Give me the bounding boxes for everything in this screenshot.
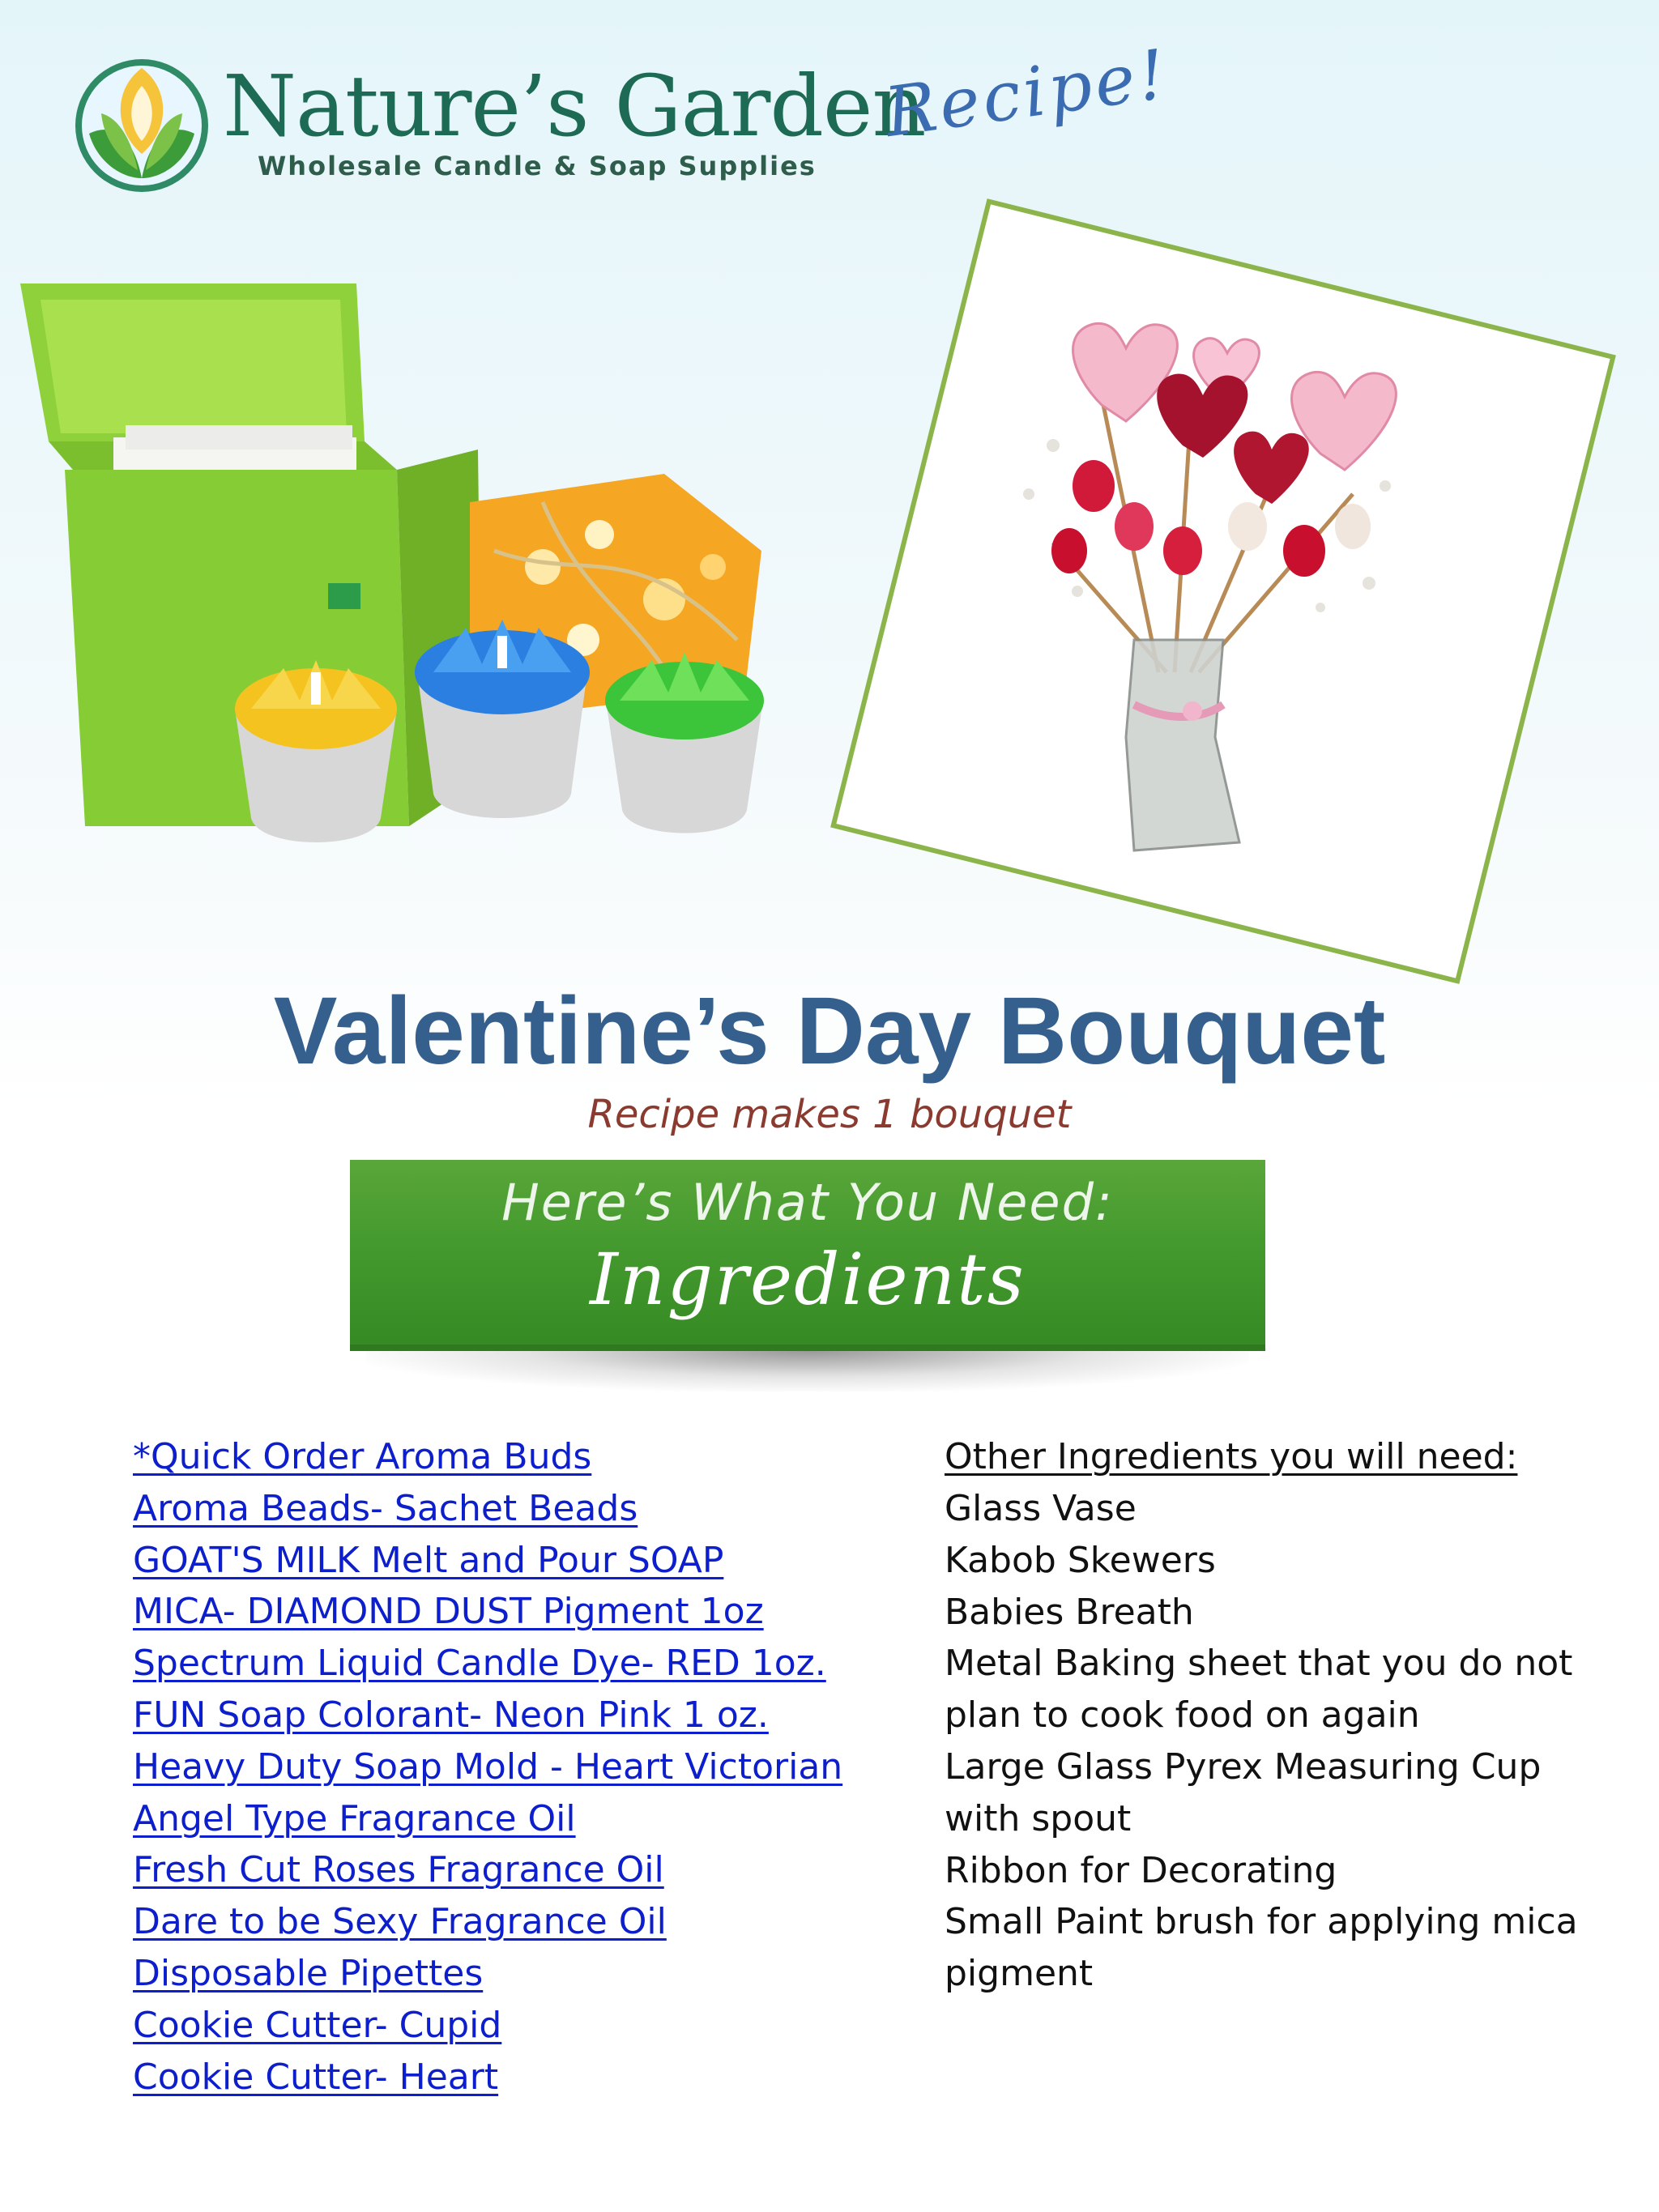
other-ingredient-item: Kabob Skewers (945, 1539, 1216, 1581)
ingredient-item (133, 2052, 842, 2103)
recipe-yield: Recipe makes 1 bouquet (587, 1092, 1072, 1137)
heart-soaps (1073, 323, 1397, 504)
ingredient-item (133, 1896, 842, 1948)
ingredient-item (133, 1948, 842, 2000)
ingredient-link-angel-fragrance[interactable]: Angel Type Fragrance Oil (133, 1797, 576, 1839)
banner-heading: Here’s What You Need: (501, 1173, 1114, 1232)
ingredient-link-goats-milk-soap[interactable]: GOAT'S MILK Melt and Pour SOAP (133, 1539, 724, 1581)
ingredient-link-dare-to-be-sexy-fragrance[interactable]: Dare to be Sexy Fragrance Oil (133, 1901, 667, 1943)
ingredient-item (133, 1535, 842, 1587)
ingredient-item (133, 1483, 842, 1535)
ingredient-item (133, 1793, 842, 1845)
ingredient-item (133, 1431, 842, 1483)
roses (1051, 460, 1371, 577)
other-ingredients-heading: Other Ingredients you will need: (945, 1436, 1518, 1477)
ingredient-item (133, 2000, 842, 2052)
brand-tagline: Wholesale Candle & Soap Supplies (258, 151, 817, 181)
ingredient-link-cookie-cutter-heart[interactable]: Cookie Cutter- Heart (133, 2056, 499, 2098)
ingredient-link-cookie-cutter-cupid[interactable]: Cookie Cutter- Cupid (133, 2004, 502, 2046)
brand-name: Nature’s Garden (223, 57, 926, 156)
recipe-title: Valentine’s Day Bouquet (273, 978, 1386, 1085)
recipe-label: Recipe! (880, 33, 1174, 152)
yellow-candle (235, 660, 397, 842)
banner-shadow (366, 1351, 1249, 1392)
ingredient-item (133, 1844, 842, 1896)
green-candle (605, 652, 764, 833)
ingredient-item (133, 1638, 842, 1690)
ingredient-link-aroma-beads[interactable]: Aroma Beads- Sachet Beads (133, 1487, 638, 1529)
ingredient-link-candle-dye-red[interactable]: Spectrum Liquid Candle Dye- RED 1oz. (133, 1643, 826, 1685)
ingredient-link-pipettes[interactable]: Disposable Pipettes (133, 1952, 484, 1994)
other-ingredient-item: Glass Vase (945, 1488, 1137, 1529)
ingredient-link-aroma-buds[interactable]: *Quick Order Aroma Buds (133, 1436, 592, 1477)
other-ingredient-item: Large Glass Pyrex Measuring Cup (945, 1745, 1542, 1788)
ingredient-link-heart-victorian-mold[interactable]: Heavy Duty Soap Mold - Heart Victorian (133, 1745, 843, 1788)
other-ingredient-item: Small Paint brush for applying mica (945, 1901, 1578, 1943)
ingredient-link-mica-diamond-dust[interactable]: MICA- DIAMOND DUST Pigment 1oz (133, 1591, 764, 1633)
ingredient-item (133, 1586, 842, 1638)
ingredient-item (133, 1741, 842, 1793)
valentine-bouquet-photo (980, 283, 1482, 867)
other-ingredient-item: Ribbon for Decorating (945, 1849, 1337, 1891)
ingredient-link-soap-colorant-neon-pink[interactable]: FUN Soap Colorant- Neon Pink 1 oz. (133, 1694, 769, 1736)
other-ingredients-list (945, 1483, 1578, 2000)
ingredient-item (133, 1690, 842, 1741)
other-ingredient-item: Metal Baking sheet that you do not (945, 1643, 1573, 1685)
other-ingredient-item: plan to cook food on again (945, 1694, 1420, 1737)
other-ingredient-item: Babies Breath (945, 1591, 1194, 1633)
recipe-box-candles-illustration (16, 259, 810, 907)
ingredient-links-list (133, 1431, 842, 2103)
banner-ingredients-label: Ingredients (590, 1238, 1026, 1321)
other-ingredient-item: with spout (945, 1797, 1132, 1839)
other-ingredient-item: pigment (945, 1953, 1094, 1995)
ingredient-link-fresh-cut-roses-fragrance[interactable]: Fresh Cut Roses Fragrance Oil (133, 1849, 664, 1891)
glass-vase (1126, 640, 1239, 850)
blue-candle (415, 620, 590, 818)
natures-garden-logo-icon (73, 57, 211, 194)
